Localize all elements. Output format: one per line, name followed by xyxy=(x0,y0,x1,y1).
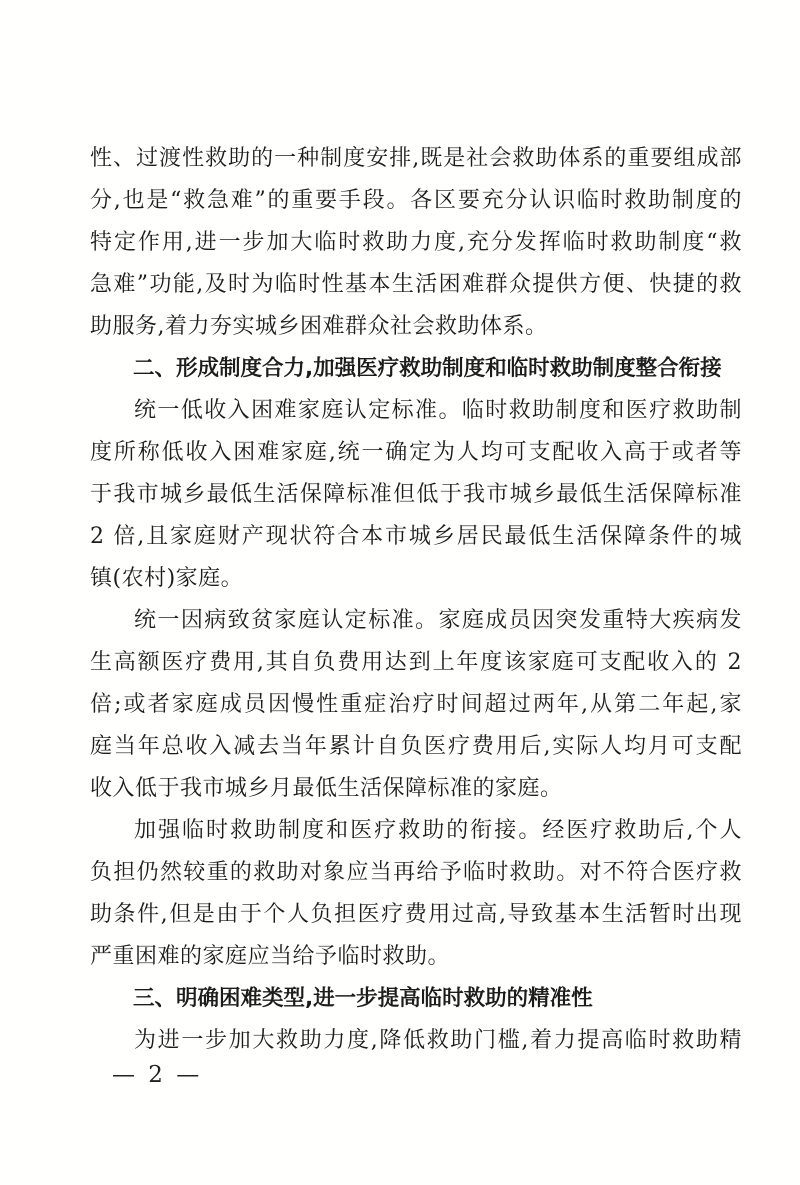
text-line: 负担仍然较重的救助对象应当再给予临时救助。对不符合医疗救 xyxy=(90,860,742,885)
text-line: 生高额医疗费用,其自负费用达到上年度该家庭可支配收入的 2 xyxy=(90,650,742,675)
heading-line: 二、形成制度合力,加强医疗救助制度和临时救助制度整合衔接 xyxy=(133,356,722,381)
text-line: 助条件,但是由于个人负担医疗费用过高,导致基本生活暂时出现 xyxy=(90,902,742,927)
text-line: 严重困难的家庭应当给予临时救助。 xyxy=(90,944,451,969)
text-line: 收入低于我市城乡月最低生活保障标准的家庭。 xyxy=(90,776,563,801)
text-line: 镇(农村)家庭。 xyxy=(90,566,244,591)
text-line: 加强临时救助制度和医疗救助的衔接。经医疗救助后,个人 xyxy=(134,818,742,843)
text-line: 于我市城乡最低生活保障标准但低于我市城乡最低生活保障标准 xyxy=(90,482,742,507)
text-line: 2 倍,且家庭财产现状符合本市城乡居民最低生活保障条件的城 xyxy=(90,524,742,549)
text-line: 为进一步加大救助力度,降低救助门槛,着力提高临时救助精 xyxy=(134,1028,742,1053)
page-number: — 2 — xyxy=(112,1062,203,1088)
document-body xyxy=(90,138,742,1062)
text-line: 庭当年总收入减去当年累计自负医疗费用后,实际人均月可支配 xyxy=(90,734,742,759)
text-line: 性、过渡性救助的一种制度安排,既是社会救助体系的重要组成部 xyxy=(90,146,742,171)
text-line: 倍;或者家庭成员因慢性重症治疗时间超过两年,从第二年起,家 xyxy=(90,692,742,717)
text-line: 特定作用,进一步加大临时救助力度,充分发挥临时救助制度“救 xyxy=(90,230,742,255)
text-line: 助服务,着力夯实城乡困难群众社会救助体系。 xyxy=(90,314,548,339)
text-line: 分,也是“救急难”的重要手段。各区要充分认识临时救助制度的 xyxy=(90,188,742,213)
text-line: 统一低收入困难家庭认定标准。临时救助制度和医疗救助制 xyxy=(134,398,742,423)
text-line: 度所称低收入困难家庭,统一确定为人均可支配收入高于或者等 xyxy=(90,440,742,465)
text-line: 急难”功能,及时为临时性基本生活困难群众提供方便、快捷的救 xyxy=(90,272,742,297)
text-line: 统一因病致贫家庭认定标准。家庭成员因突发重特大疾病发 xyxy=(134,608,742,633)
heading-line: 三、明确困难类型,进一步提高临时救助的精准性 xyxy=(133,986,593,1011)
